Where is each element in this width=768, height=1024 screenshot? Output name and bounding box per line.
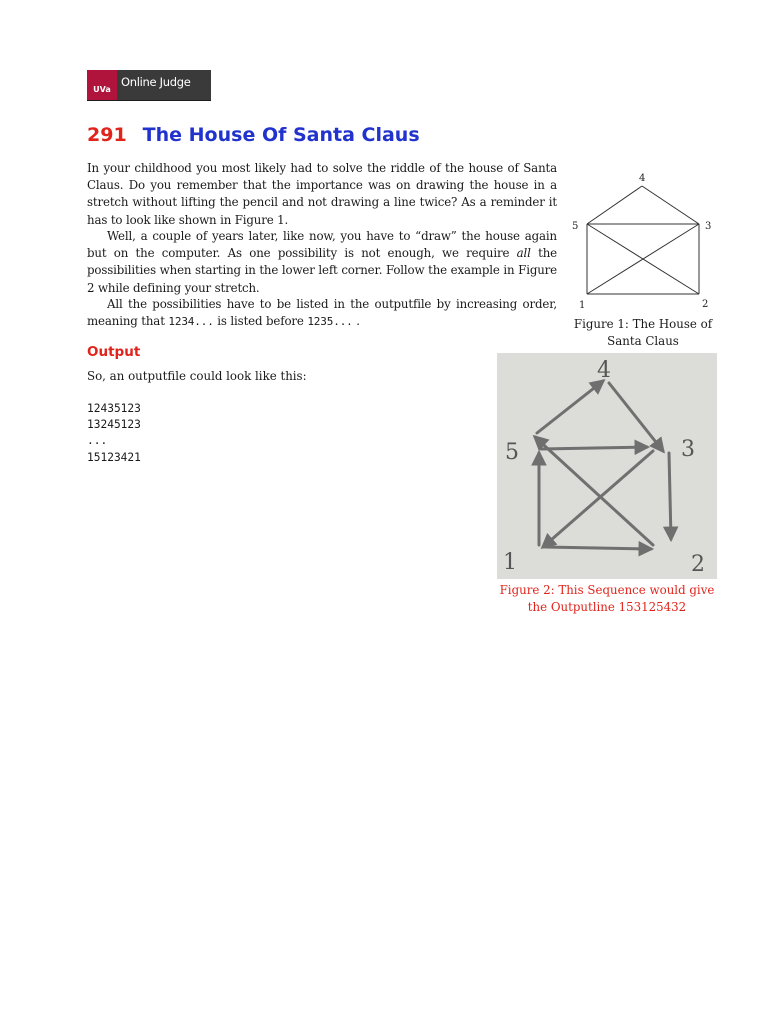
paragraph-3-code-2: 1235... xyxy=(307,315,353,329)
paragraph-1: In your childhood you most likely had to solve the riddle of the house of Santa Claus. Do you remember that the importance was on drawing the house in a stretch without lifting the pencil and not drawing a line twice? As a reminder it has to look like shown in Figure 1. xyxy=(87,161,557,227)
paragraph-2-text-b: the possibilities when starting in the lower left corner. Follow the example in Figure 2 while defining your stretch. xyxy=(87,246,557,295)
problem-title xyxy=(87,124,420,146)
output-sample xyxy=(87,401,141,466)
paragraph-3-code-1: 1234... xyxy=(168,315,214,329)
arrow-3-2 xyxy=(669,453,671,539)
vertex-label-1: 1 xyxy=(503,550,517,575)
vertex-label-5: 5 xyxy=(572,221,579,232)
vertex-label-5: 5 xyxy=(505,440,519,465)
output-heading: Output xyxy=(87,344,141,360)
logo-text: Online Judge xyxy=(121,75,191,89)
output-line: 13245123 xyxy=(87,418,141,432)
vertex-label-4: 4 xyxy=(639,173,646,184)
edge-4-3 xyxy=(642,186,699,224)
vertex-label-2: 2 xyxy=(691,552,705,577)
problem-name: The House Of Santa Claus xyxy=(142,124,420,146)
paragraph-3-text-c: . xyxy=(352,314,360,329)
vertex-label-4: 4 xyxy=(597,358,611,383)
vertex-label-2: 2 xyxy=(702,299,709,310)
sequence-drawing-figure xyxy=(497,353,717,579)
vertex-label-3: 3 xyxy=(705,221,712,232)
figure-1-caption-line-1: Figure 1: The House of xyxy=(573,317,713,331)
figure-2-background xyxy=(497,353,717,579)
output-line: ... xyxy=(87,434,108,448)
vertex-label-3: 3 xyxy=(681,437,695,462)
paragraph-3 xyxy=(87,296,557,330)
arrow-1-2 xyxy=(545,547,651,549)
paragraph-2-text-a: Well, a couple of years later, like now, you have to “draw” the house again but on the computer. As one possibility is not enough, we require xyxy=(87,229,557,261)
figure-1-caption-line-2: Santa Claus xyxy=(607,333,679,348)
paragraph-2-emphasis: all xyxy=(516,246,531,261)
figure-2-caption xyxy=(494,582,720,615)
figure-1-caption xyxy=(566,316,720,349)
output-line: 12435123 xyxy=(87,402,141,415)
paragraph-3-text-b: is listed before xyxy=(213,314,308,329)
house-of-santa-claus-figure xyxy=(566,170,726,315)
paragraph-3-text-a: All the possibilities have to be listed in the outputfile by increasing order, meaning that xyxy=(87,297,557,329)
paragraph-2 xyxy=(87,228,557,297)
edge-5-4 xyxy=(587,186,642,224)
figure-2-caption-line-2: the Outputline 153125432 xyxy=(527,599,687,614)
uva-online-judge-logo xyxy=(87,70,211,100)
vertex-label-1: 1 xyxy=(579,300,586,311)
figure-2-caption-line-1: Figure 2: This Sequence would give xyxy=(499,583,715,597)
output-intro: So, an outputfile could look like this: xyxy=(87,369,307,383)
problem-number: 291 xyxy=(87,124,127,146)
output-line: 15123421 xyxy=(87,450,141,464)
logo-badge: UVa xyxy=(87,70,117,100)
arrow-5-3 xyxy=(541,447,647,449)
